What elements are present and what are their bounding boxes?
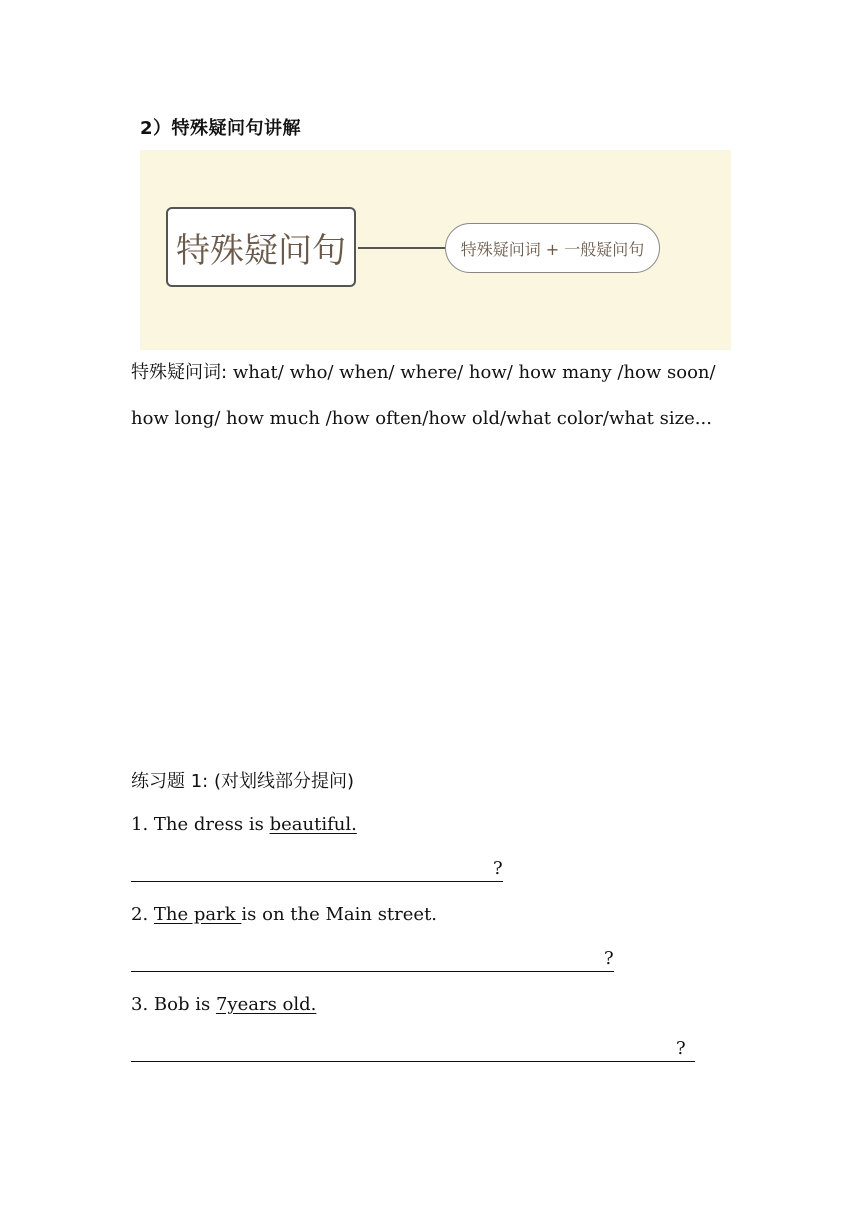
exercise-title-note: (对划线部分提问): [213, 771, 355, 792]
underlined-part: 7years old.: [215, 994, 317, 1015]
mind-map-diagram: [140, 150, 731, 350]
item-number: 1.: [131, 814, 149, 835]
item-number: 3.: [131, 994, 149, 1015]
item-number: 2.: [131, 904, 149, 925]
answer-blank-3[interactable]: [131, 1038, 695, 1062]
item-text: The dress is: [153, 814, 270, 835]
item-text: Bob is: [153, 994, 216, 1015]
question-mark: ?: [676, 1038, 686, 1059]
mind-map-child-node: 特殊疑问词 + 一般疑问句: [445, 223, 660, 273]
underlined-part: The park: [153, 904, 242, 925]
exercise-item-2: [131, 904, 437, 925]
item-text-after: is on the Main street.: [241, 904, 438, 925]
answer-blank-2[interactable]: [131, 948, 614, 972]
mind-map-connector: [358, 247, 445, 249]
question-words-paragraph: [131, 350, 731, 442]
section-heading: 2）特殊疑问句讲解: [140, 118, 302, 139]
exercise-title: [131, 767, 354, 793]
underlined-part: beautiful.: [269, 814, 357, 835]
question-mark: ?: [493, 858, 503, 879]
question-mark: ?: [604, 948, 614, 969]
question-words-label: 特殊疑问词:: [131, 362, 228, 383]
exercise-item-1: [131, 814, 357, 835]
mind-map-root-node: 特殊疑问句: [166, 207, 356, 287]
exercise-title-label: 练习题 1:: [131, 771, 209, 792]
exercise-item-3: [131, 994, 316, 1015]
answer-blank-1[interactable]: [131, 858, 503, 882]
question-words-list: what/ who/ when/ where/ how/ how many /how soon/ how long/ how much /how often/how old/what color/what size...: [131, 362, 716, 429]
